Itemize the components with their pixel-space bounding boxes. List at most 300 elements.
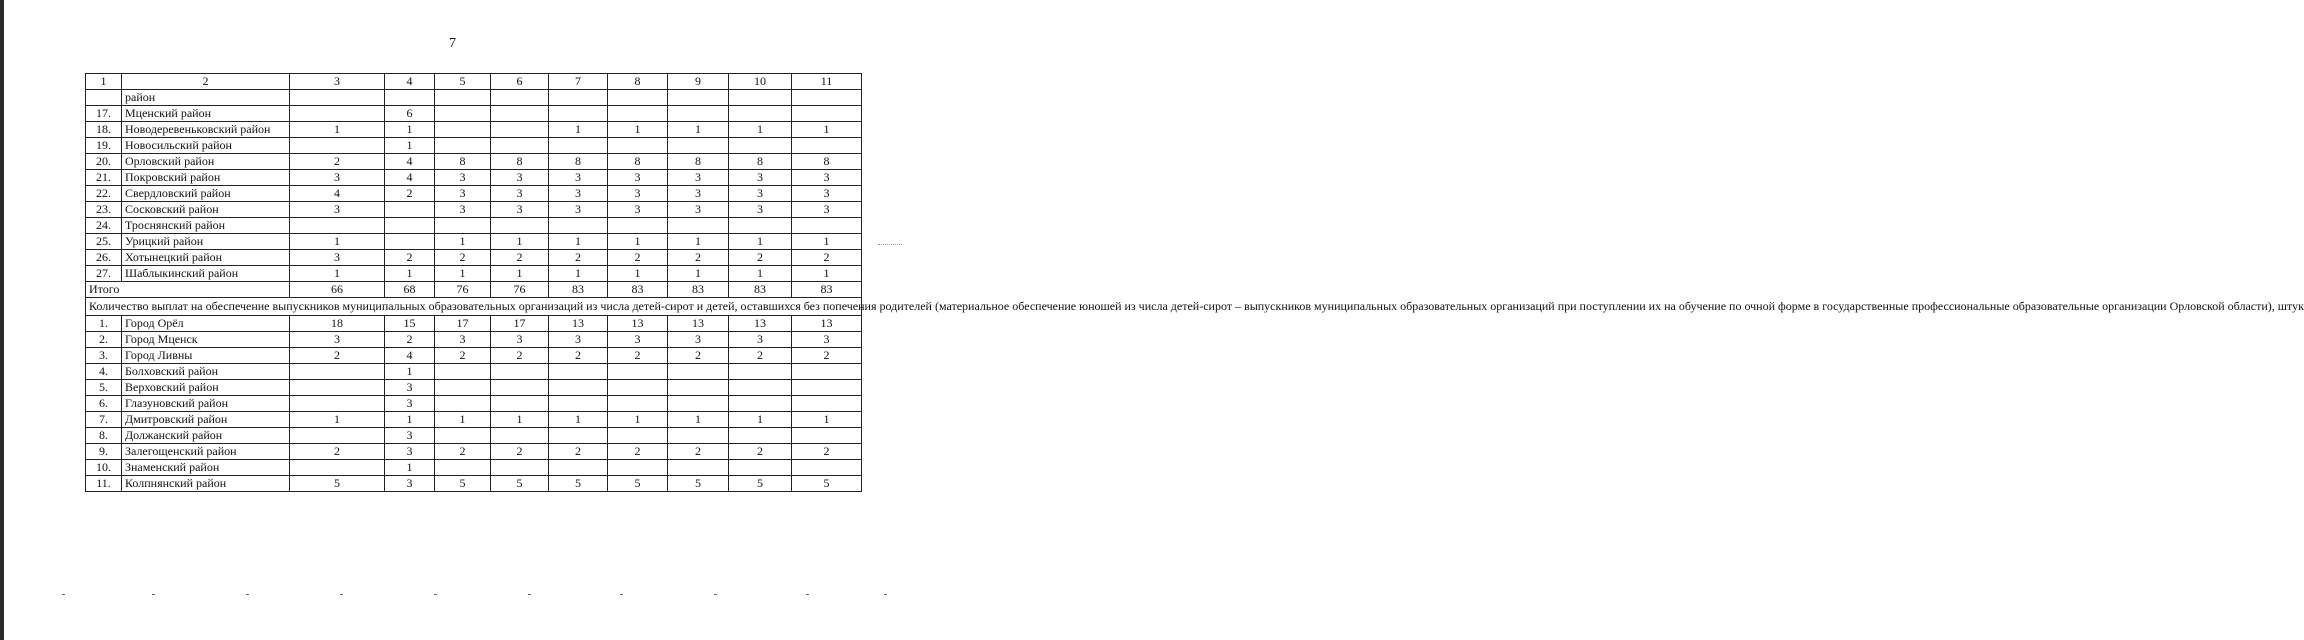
value-cell: 5: [290, 476, 385, 492]
value-cell: [491, 106, 549, 122]
value-cell: 3: [290, 170, 385, 186]
table-row: [86, 412, 862, 428]
value-cell: 2: [549, 444, 608, 460]
value-cell: 3: [608, 202, 668, 218]
district-name-cell: Глазуновский район: [122, 396, 290, 412]
table-row: [86, 234, 862, 250]
total-value-cell: 66: [290, 282, 385, 298]
value-cell: 8: [668, 154, 729, 170]
value-cell: 2: [290, 154, 385, 170]
value-cell: 4: [385, 154, 435, 170]
value-cell: 2: [385, 332, 435, 348]
value-cell: 5: [608, 476, 668, 492]
value-cell: 1: [435, 266, 491, 282]
page-left-edge: [0, 0, 4, 640]
district-name-cell: Хотынецкий район: [122, 250, 290, 266]
value-cell: 3: [435, 186, 491, 202]
value-cell: [491, 364, 549, 380]
value-cell: 3: [549, 186, 608, 202]
total-value-cell: 83: [668, 282, 729, 298]
value-cell: 3: [549, 202, 608, 218]
value-cell: 1: [729, 266, 792, 282]
value-cell: 3: [608, 170, 668, 186]
value-cell: [290, 428, 385, 444]
row-number-cell: 17.: [86, 106, 122, 122]
value-cell: 3: [729, 170, 792, 186]
value-cell: 1: [792, 122, 862, 138]
value-cell: 1: [608, 412, 668, 428]
district-name-cell: район: [122, 90, 290, 106]
value-cell: [491, 396, 549, 412]
column-number-cell: 6: [491, 74, 549, 90]
value-cell: [385, 202, 435, 218]
scan-mark: [806, 594, 809, 595]
value-cell: 2: [668, 250, 729, 266]
table-row: [86, 476, 862, 492]
row-number-cell: 11.: [86, 476, 122, 492]
row-number-cell: 5.: [86, 380, 122, 396]
value-cell: 3: [491, 332, 549, 348]
value-cell: 2: [792, 444, 862, 460]
value-cell: 2: [668, 444, 729, 460]
value-cell: 8: [549, 154, 608, 170]
value-cell: 3: [435, 202, 491, 218]
section-heading: Количество выплат на обеспечение выпускников муниципальных образовательных организаций из числа детей-сирот и детей, оставшихся без попечения родителей (материальное обеспечение юношей из числа детей-сирот – выпускников муниципальных образовательных организаций при поступлении их на обучение по очной форме в государственные профессиональные образовательные организации Орловской области), штук: [86, 298, 862, 316]
value-cell: [608, 138, 668, 154]
value-cell: [290, 138, 385, 154]
table-row: [86, 364, 862, 380]
column-number-cell: 9: [668, 74, 729, 90]
row-number-cell: 9.: [86, 444, 122, 460]
value-cell: 1: [608, 266, 668, 282]
value-cell: 1: [729, 234, 792, 250]
value-cell: 1: [549, 122, 608, 138]
value-cell: 1: [435, 234, 491, 250]
table-row: [86, 380, 862, 396]
value-cell: [729, 218, 792, 234]
table-row: [86, 348, 862, 364]
value-cell: 5: [668, 476, 729, 492]
value-cell: 1: [668, 122, 729, 138]
value-cell: [668, 138, 729, 154]
value-cell: 1: [290, 234, 385, 250]
scan-mark: [152, 594, 155, 595]
value-cell: [668, 380, 729, 396]
district-name-cell: Верховский район: [122, 380, 290, 396]
value-cell: 3: [549, 170, 608, 186]
column-number-cell: 10: [729, 74, 792, 90]
value-cell: [491, 460, 549, 476]
value-cell: 2: [435, 348, 491, 364]
value-cell: 17: [435, 316, 491, 332]
value-cell: [435, 460, 491, 476]
value-cell: [792, 106, 862, 122]
value-cell: [792, 460, 862, 476]
value-cell: 2: [549, 250, 608, 266]
value-cell: 1: [608, 234, 668, 250]
value-cell: [729, 396, 792, 412]
value-cell: 8: [491, 154, 549, 170]
row-number-cell: 4.: [86, 364, 122, 380]
value-cell: [792, 380, 862, 396]
payments-table: [85, 73, 2304, 492]
column-number-cell: 2: [122, 74, 290, 90]
district-name-cell: Город Мценск: [122, 332, 290, 348]
value-cell: 3: [290, 332, 385, 348]
district-name-cell: Должанский район: [122, 428, 290, 444]
table-row: [86, 316, 862, 332]
value-cell: 3: [549, 332, 608, 348]
value-cell: [290, 218, 385, 234]
value-cell: 3: [435, 332, 491, 348]
value-cell: [549, 460, 608, 476]
value-cell: 3: [668, 332, 729, 348]
value-cell: 2: [792, 348, 862, 364]
row-number-cell: 26.: [86, 250, 122, 266]
value-cell: 3: [792, 332, 862, 348]
row-number-cell: 6.: [86, 396, 122, 412]
value-cell: 3: [792, 186, 862, 202]
value-cell: [729, 90, 792, 106]
table-row: [86, 138, 862, 154]
row-number-cell: 1.: [86, 316, 122, 332]
value-cell: [290, 90, 385, 106]
value-cell: [491, 218, 549, 234]
table-body: [86, 74, 2304, 492]
value-cell: [435, 218, 491, 234]
value-cell: [729, 364, 792, 380]
value-cell: [608, 428, 668, 444]
value-cell: [729, 428, 792, 444]
table-row: [86, 460, 862, 476]
column-number-cell: 3: [290, 74, 385, 90]
value-cell: 1: [385, 412, 435, 428]
value-cell: 3: [668, 186, 729, 202]
value-cell: 2: [290, 444, 385, 460]
value-cell: 1: [608, 122, 668, 138]
value-cell: [792, 218, 862, 234]
value-cell: 2: [729, 250, 792, 266]
row-number-cell: 22.: [86, 186, 122, 202]
value-cell: 13: [729, 316, 792, 332]
row-number-cell: 10.: [86, 460, 122, 476]
table-row: [86, 90, 862, 106]
value-cell: [608, 218, 668, 234]
value-cell: 1: [668, 266, 729, 282]
value-cell: [792, 90, 862, 106]
value-cell: 1: [792, 412, 862, 428]
row-number-cell: 18.: [86, 122, 122, 138]
scan-mark: [246, 594, 249, 595]
value-cell: 4: [385, 170, 435, 186]
value-cell: 1: [290, 122, 385, 138]
value-cell: 2: [435, 250, 491, 266]
table-row: [86, 154, 862, 170]
value-cell: 1: [385, 122, 435, 138]
district-name-cell: Урицкий район: [122, 234, 290, 250]
value-cell: 13: [549, 316, 608, 332]
page-number: 7: [449, 36, 456, 51]
value-cell: [608, 364, 668, 380]
value-cell: 2: [491, 348, 549, 364]
value-cell: 2: [668, 348, 729, 364]
value-cell: 3: [385, 476, 435, 492]
value-cell: 8: [608, 154, 668, 170]
district-name-cell: Троснянский район: [122, 218, 290, 234]
value-cell: [792, 428, 862, 444]
value-cell: [435, 106, 491, 122]
row-number-cell: 3.: [86, 348, 122, 364]
district-name-cell: Залегощенский район: [122, 444, 290, 460]
value-cell: [435, 90, 491, 106]
value-cell: 5: [491, 476, 549, 492]
value-cell: 2: [290, 348, 385, 364]
value-cell: 1: [385, 364, 435, 380]
value-cell: 1: [792, 234, 862, 250]
district-name-cell: Свердловский район: [122, 186, 290, 202]
scan-mark: [340, 594, 343, 595]
value-cell: [668, 364, 729, 380]
value-cell: 1: [491, 266, 549, 282]
value-cell: 13: [792, 316, 862, 332]
value-cell: 3: [729, 186, 792, 202]
value-cell: 2: [729, 348, 792, 364]
row-number-cell: [86, 90, 122, 106]
row-number-cell: 8.: [86, 428, 122, 444]
value-cell: 3: [290, 250, 385, 266]
district-name-cell: Сосковский район: [122, 202, 290, 218]
value-cell: [608, 90, 668, 106]
value-cell: [435, 396, 491, 412]
value-cell: 8: [729, 154, 792, 170]
value-cell: 5: [729, 476, 792, 492]
district-name-cell: Орловский район: [122, 154, 290, 170]
table-row: [86, 186, 862, 202]
value-cell: [792, 364, 862, 380]
district-name-cell: Город Орёл: [122, 316, 290, 332]
value-cell: [668, 428, 729, 444]
value-cell: [435, 138, 491, 154]
value-cell: 2: [491, 250, 549, 266]
total-value-cell: 83: [729, 282, 792, 298]
table-row: [86, 122, 862, 138]
scan-mark: [620, 594, 623, 595]
value-cell: 2: [385, 250, 435, 266]
total-value-cell: 76: [435, 282, 491, 298]
value-cell: [668, 460, 729, 476]
value-cell: 2: [729, 444, 792, 460]
value-cell: [729, 138, 792, 154]
value-cell: [435, 428, 491, 444]
table-row: [86, 202, 862, 218]
value-cell: 1: [290, 266, 385, 282]
value-cell: 1: [668, 412, 729, 428]
scan-mark: [884, 594, 887, 595]
value-cell: 2: [385, 186, 435, 202]
row-number-cell: 25.: [86, 234, 122, 250]
value-cell: [549, 90, 608, 106]
district-name-cell: Новодеревеньковский район: [122, 122, 290, 138]
value-cell: 18: [290, 316, 385, 332]
row-number-cell: 24.: [86, 218, 122, 234]
total-row: [86, 282, 862, 298]
total-value-cell: 83: [549, 282, 608, 298]
row-number-cell: 19.: [86, 138, 122, 154]
value-cell: 1: [385, 460, 435, 476]
value-cell: 5: [549, 476, 608, 492]
value-cell: 1: [385, 266, 435, 282]
value-cell: 1: [549, 266, 608, 282]
value-cell: 5: [792, 476, 862, 492]
value-cell: 3: [668, 202, 729, 218]
value-cell: 3: [385, 396, 435, 412]
value-cell: [491, 122, 549, 138]
value-cell: 1: [435, 412, 491, 428]
value-cell: 15: [385, 316, 435, 332]
value-cell: [385, 234, 435, 250]
value-cell: [668, 90, 729, 106]
column-number-cell: 8: [608, 74, 668, 90]
value-cell: 3: [792, 202, 862, 218]
total-value-cell: 76: [491, 282, 549, 298]
value-cell: [290, 364, 385, 380]
total-value-cell: 83: [608, 282, 668, 298]
value-cell: 2: [435, 444, 491, 460]
table-row: [86, 106, 862, 122]
value-cell: [729, 380, 792, 396]
header-row: [86, 74, 862, 90]
value-cell: 3: [491, 202, 549, 218]
value-cell: [549, 106, 608, 122]
value-cell: [549, 364, 608, 380]
column-number-cell: 11: [792, 74, 862, 90]
value-cell: 8: [792, 154, 862, 170]
row-number-cell: 23.: [86, 202, 122, 218]
value-cell: 2: [549, 348, 608, 364]
table-row: [86, 396, 862, 412]
value-cell: [792, 396, 862, 412]
value-cell: [792, 138, 862, 154]
value-cell: 3: [792, 170, 862, 186]
district-name-cell: Колпнянский район: [122, 476, 290, 492]
value-cell: 3: [491, 186, 549, 202]
district-name-cell: Новосильский район: [122, 138, 290, 154]
column-number-cell: 4: [385, 74, 435, 90]
value-cell: 17: [491, 316, 549, 332]
column-number-cell: 7: [549, 74, 608, 90]
value-cell: [549, 396, 608, 412]
column-number-cell: 1: [86, 74, 122, 90]
district-name-cell: Шаблыкинский район: [122, 266, 290, 282]
value-cell: 2: [491, 444, 549, 460]
value-cell: 1: [792, 266, 862, 282]
district-name-cell: Дмитровский район: [122, 412, 290, 428]
value-cell: [608, 380, 668, 396]
value-cell: [668, 218, 729, 234]
value-cell: 3: [729, 332, 792, 348]
value-cell: [290, 380, 385, 396]
table-row: [86, 444, 862, 460]
district-name-cell: Покровский район: [122, 170, 290, 186]
value-cell: [290, 106, 385, 122]
value-cell: 1: [729, 122, 792, 138]
value-cell: 2: [608, 250, 668, 266]
value-cell: [668, 106, 729, 122]
value-cell: 6: [385, 106, 435, 122]
value-cell: 3: [668, 170, 729, 186]
value-cell: [608, 460, 668, 476]
value-cell: [435, 380, 491, 396]
value-cell: 3: [608, 332, 668, 348]
value-cell: [549, 380, 608, 396]
row-number-cell: 7.: [86, 412, 122, 428]
value-cell: 1: [385, 138, 435, 154]
value-cell: [491, 380, 549, 396]
value-cell: 5: [435, 476, 491, 492]
value-cell: [385, 90, 435, 106]
value-cell: 3: [608, 186, 668, 202]
column-number-cell: 5: [435, 74, 491, 90]
row-number-cell: 21.: [86, 170, 122, 186]
total-value-cell: 83: [792, 282, 862, 298]
district-name-cell: Мценский район: [122, 106, 290, 122]
value-cell: 13: [608, 316, 668, 332]
value-cell: 3: [435, 170, 491, 186]
scan-edge-mark: [878, 244, 902, 246]
value-cell: 8: [435, 154, 491, 170]
value-cell: 3: [385, 444, 435, 460]
scan-mark: [434, 594, 437, 595]
row-number-cell: 20.: [86, 154, 122, 170]
value-cell: [290, 396, 385, 412]
value-cell: 1: [491, 412, 549, 428]
value-cell: 2: [792, 250, 862, 266]
scan-mark: [714, 594, 717, 595]
scan-mark: [62, 594, 65, 595]
value-cell: 1: [491, 234, 549, 250]
row-number-cell: 2.: [86, 332, 122, 348]
district-name-cell: Знаменский район: [122, 460, 290, 476]
table-row: [86, 428, 862, 444]
total-label-cell: Итого: [86, 282, 290, 298]
value-cell: 3: [491, 170, 549, 186]
value-cell: [491, 428, 549, 444]
value-cell: 1: [549, 234, 608, 250]
value-cell: 2: [608, 444, 668, 460]
value-cell: 4: [290, 186, 385, 202]
value-cell: 1: [549, 412, 608, 428]
table-row: [86, 266, 862, 282]
value-cell: [435, 122, 491, 138]
table-row: [86, 332, 862, 348]
value-cell: 3: [385, 428, 435, 444]
table-row: [86, 250, 862, 266]
value-cell: 4: [385, 348, 435, 364]
value-cell: [491, 138, 549, 154]
table-row: [86, 170, 862, 186]
value-cell: 2: [608, 348, 668, 364]
value-cell: [549, 138, 608, 154]
value-cell: 3: [729, 202, 792, 218]
value-cell: 1: [668, 234, 729, 250]
value-cell: [385, 218, 435, 234]
district-name-cell: Болховский район: [122, 364, 290, 380]
value-cell: [729, 106, 792, 122]
value-cell: 1: [290, 412, 385, 428]
value-cell: [491, 90, 549, 106]
table-row: [86, 218, 862, 234]
value-cell: 13: [668, 316, 729, 332]
